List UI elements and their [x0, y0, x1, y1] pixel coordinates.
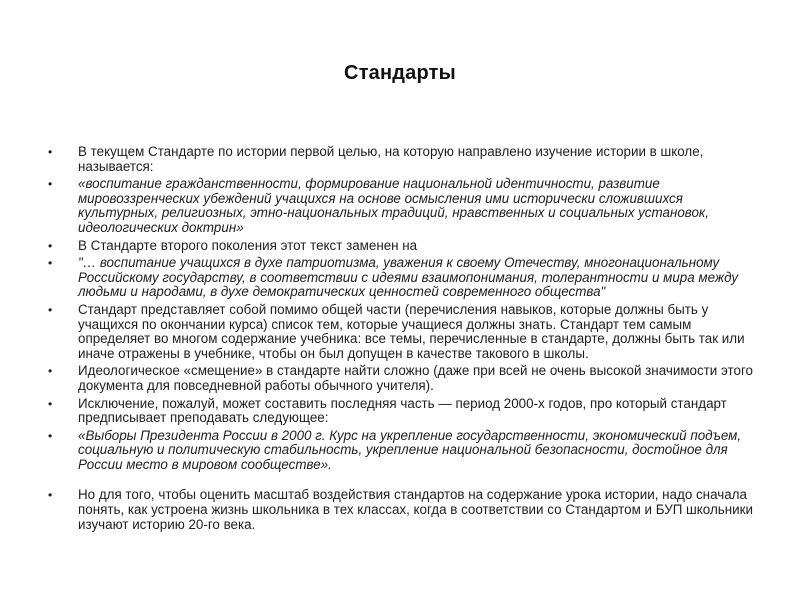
bullet-item: [48, 145, 760, 174]
bullet-text: Идеологическое «смещение» в стандарте найти сложно (даже при всей не очень высокой значимости этого документа для повседневной работы обычного учителя).: [78, 363, 754, 393]
bullet-icon: •: [48, 302, 53, 317]
bullet-text: «воспитание гражданственности, формирование национальной идентичности, развитие мировоззренческих убеждений учащихся на основе осмысления ими исторически сложившихся культурных, религиозных, этно-национальных традиций, нравственных и социальных установок, идеологических доктрин»: [78, 176, 709, 235]
bullet-text: «Выборы Президента России в 2000 г. Курс на укрепление государственности, экономический подъем, социальную и политическую стабильность, укрепление национальной безопасности, достойное для России место в мировом сообществе».: [78, 427, 742, 472]
bullet-item: [48, 239, 760, 254]
bullet-icon: •: [48, 177, 53, 192]
bullet-item: [48, 364, 760, 393]
bullet-item: [48, 303, 760, 361]
bullet-text: "… воспитание учащихся в духе патриотизма, уважения к своему Отечеству, многонациональному Российскому государству, в соответствии с идеями взаимопонимания, толерантности и мира между людьми и народами, в духе демократических ценностей современного общества": [78, 255, 739, 300]
bullet-item-quote: [48, 177, 760, 235]
bullet-text: Стандарт представляет собой помимо общей части (перечисления навыков, которые должны быть у учащихся по окончании курса) список тем, которые учащиеся должны знать. Стандарт тем самым определяет во многом содержание учебника: все темы, перечисленные в стандарте, должны быть так или иначе отражены в учебнике, чтобы он был допущен в качестве такового в школы.: [78, 301, 745, 361]
bullet-text: В текущем Стандарте по истории первой целью, на которую направлено изучение истории в школе, называется:: [78, 144, 704, 174]
slide-title: Стандарты: [344, 62, 456, 84]
bullet-icon: •: [48, 488, 53, 503]
bullet-text: Исключение, пожалуй, может составить последняя часть — период 2000-х годов, про который стандарт предписывает преподавать следующее:: [78, 395, 727, 426]
bullet-icon: •: [48, 396, 53, 411]
bullet-item: [48, 397, 760, 426]
bullet-item-quote: [48, 429, 760, 473]
bullet-item: [48, 488, 760, 532]
bullet-icon: •: [48, 145, 53, 159]
bullet-text: Но для того, чтобы оценить масштаб воздействия стандартов на содержание урока истории, надо сначала понять, как устроена жизнь школьника в тех классах, когда в соответствии со Стандартом и БУП школьники изучают историю 20-го века.: [78, 487, 753, 532]
bullet-icon: •: [48, 428, 53, 443]
bullet-item-quote: [48, 256, 760, 300]
bullet-icon: •: [48, 364, 53, 379]
bullet-icon: •: [48, 256, 53, 271]
bullet-icon: •: [48, 238, 53, 253]
bullet-list: [48, 145, 760, 535]
bullet-text: В Стандарте второго поколения этот текст заменен на: [78, 237, 418, 253]
